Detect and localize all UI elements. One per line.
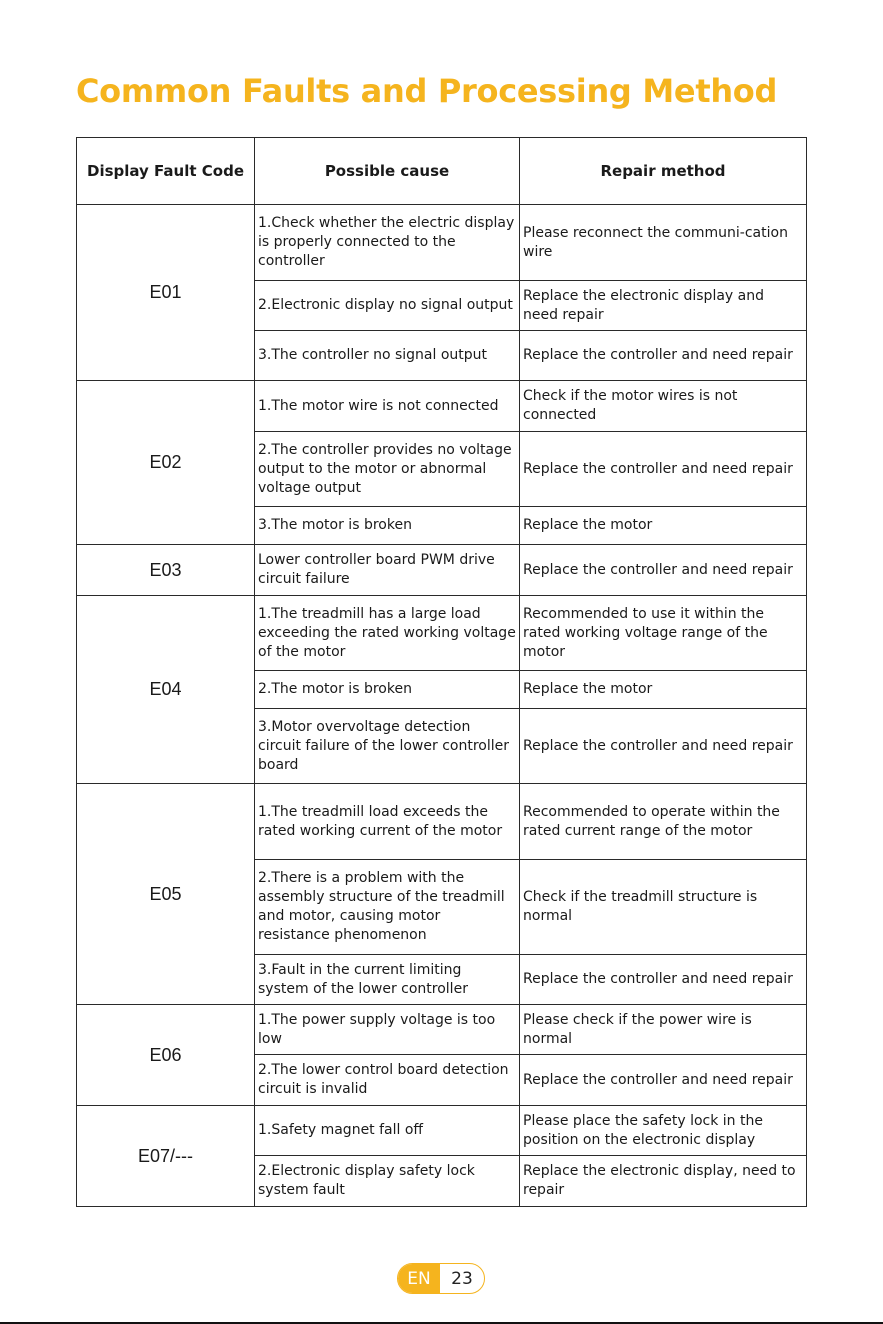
cause-cell: Lower controller board PWM drive circuit failure (255, 545, 520, 596)
language-label: EN (398, 1264, 440, 1293)
repair-cell: Replace the electronic display, need to repair (520, 1156, 807, 1207)
repair-cell: Replace the motor (520, 671, 807, 709)
repair-cell: Please check if the power wire is normal (520, 1005, 807, 1055)
repair-cell: Check if the treadmill structure is normal (520, 860, 807, 955)
repair-cell: Check if the motor wires is not connected (520, 381, 807, 432)
fault-code-cell: E04 (77, 596, 255, 784)
repair-cell: Replace the controller and need repair (520, 955, 807, 1005)
fault-table (76, 137, 807, 1207)
table-header-row (77, 138, 807, 205)
fault-code-cell: E06 (77, 1005, 255, 1106)
table-row (77, 1106, 807, 1156)
table-row (77, 205, 807, 281)
page-number: 23 (451, 1268, 473, 1289)
cause-cell: 3.The controller no signal output (255, 331, 520, 381)
fault-code-cell: E03 (77, 545, 255, 596)
fault-code-cell: E05 (77, 784, 255, 1005)
cause-cell: 3.The motor is broken (255, 507, 520, 545)
cause-cell: 3.Motor overvoltage detection circuit failure of the lower controller board (255, 709, 520, 784)
cause-cell: 2.There is a problem with the assembly structure of the treadmill and motor, causing motor resistance phenomenon (255, 860, 520, 955)
header-fault-code: Display Fault Code (77, 138, 255, 205)
repair-cell: Please place the safety lock in the position on the electronic display (520, 1106, 807, 1156)
page-title: Common Faults and Processing Method (76, 72, 778, 110)
cause-cell: 1.The motor wire is not connected (255, 381, 520, 432)
cause-cell: 1.The treadmill has a large load exceeding the rated working voltage of the motor (255, 596, 520, 671)
page-number-badge (397, 1263, 485, 1294)
header-repair-method: Repair method (520, 138, 807, 205)
table-row (77, 1005, 807, 1055)
cause-cell: 2.The controller provides no voltage output to the motor or abnormal voltage output (255, 432, 520, 507)
cause-cell: 2.Electronic display no signal output (255, 281, 520, 331)
cause-cell: 1.The treadmill load exceeds the rated working current of the motor (255, 784, 520, 860)
repair-cell: Replace the controller and need repair (520, 545, 807, 596)
table-row (77, 596, 807, 671)
cause-cell: 1.Check whether the electric display is properly connected to the controller (255, 205, 520, 281)
repair-cell: Recommended to use it within the rated working voltage range of the motor (520, 596, 807, 671)
fault-code-cell: E01 (77, 205, 255, 381)
repair-cell: Replace the electronic display and need repair (520, 281, 807, 331)
repair-cell: Replace the controller and need repair (520, 432, 807, 507)
repair-cell: Replace the motor (520, 507, 807, 545)
fault-code-cell: E02 (77, 381, 255, 545)
cause-cell: 1.Safety magnet fall off (255, 1106, 520, 1156)
cause-cell: 3.Fault in the current limiting system of the lower controller (255, 955, 520, 1005)
table-row (77, 545, 807, 596)
table-row (77, 381, 807, 432)
repair-cell: Replace the controller and need repair (520, 331, 807, 381)
fault-code-cell: E07/--- (77, 1106, 255, 1207)
cause-cell: 2.The lower control board detection circuit is invalid (255, 1055, 520, 1106)
cause-cell: 1.The power supply voltage is too low (255, 1005, 520, 1055)
header-possible-cause: Possible cause (255, 138, 520, 205)
table-row (77, 784, 807, 860)
repair-cell: Please reconnect the communi-cation wire (520, 205, 807, 281)
cause-cell: 2.The motor is broken (255, 671, 520, 709)
repair-cell: Replace the controller and need repair (520, 1055, 807, 1106)
repair-cell: Recommended to operate within the rated current range of the motor (520, 784, 807, 860)
repair-cell: Replace the controller and need repair (520, 709, 807, 784)
cause-cell: 2.Electronic display safety lock system fault (255, 1156, 520, 1207)
